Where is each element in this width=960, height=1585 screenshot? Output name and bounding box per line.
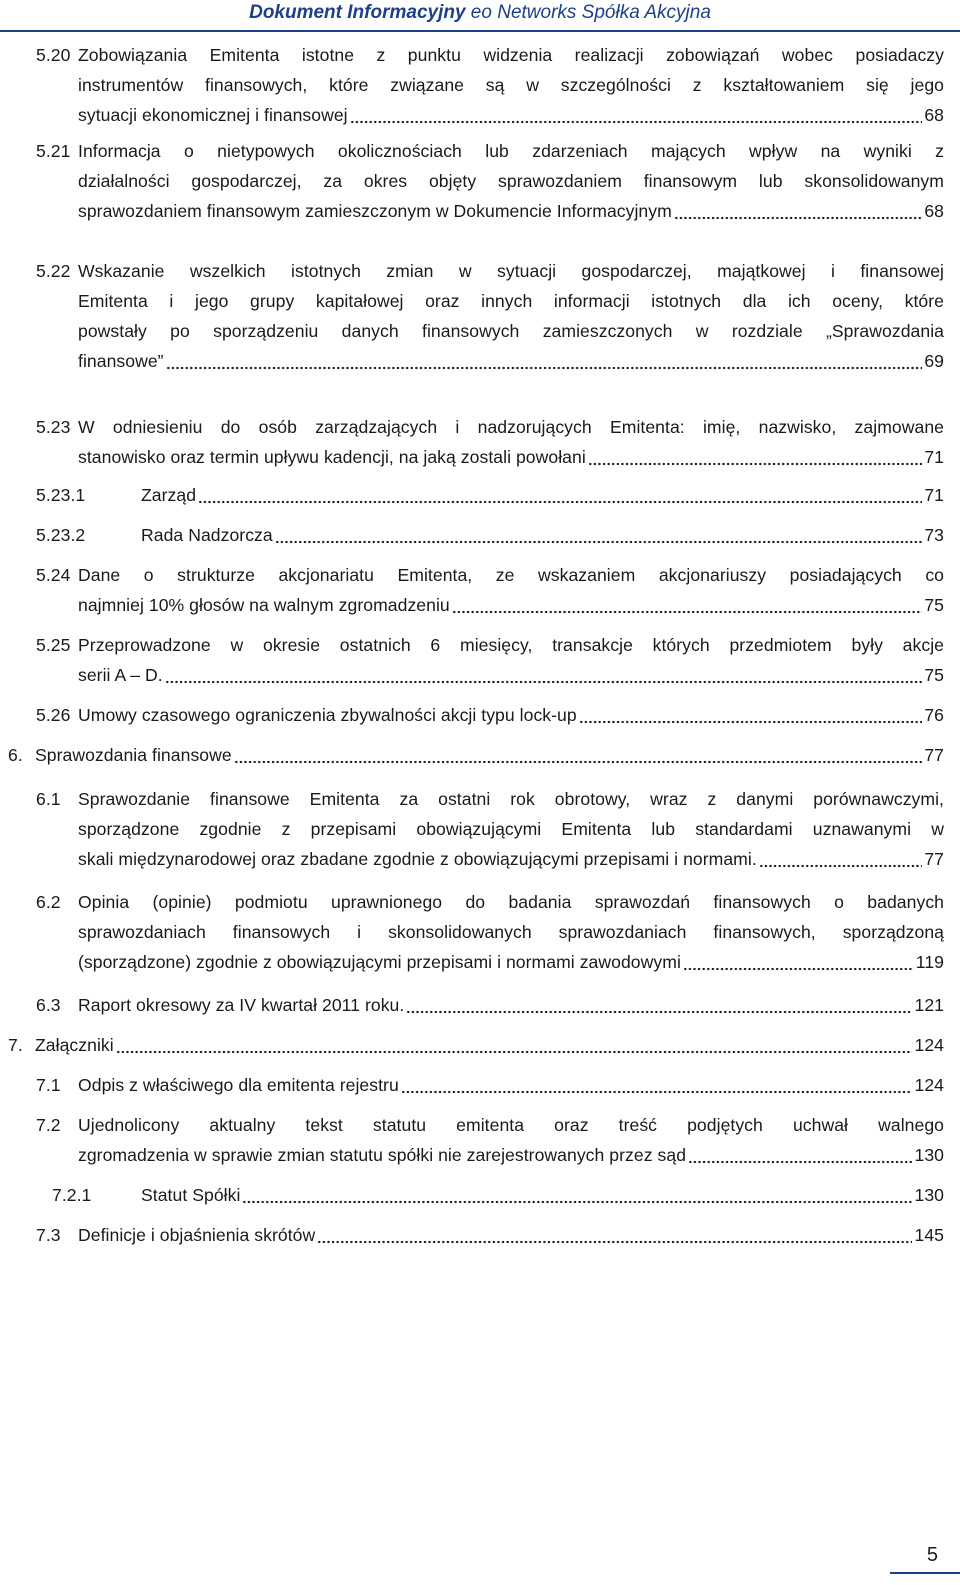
toc-entry-page-number: 145 — [914, 1225, 944, 1245]
toc-entry-number: 6.1 — [36, 789, 61, 809]
toc-entry-page-number: 76 — [924, 705, 944, 725]
toc-entry-title: sprawozdaniem finansowym zamieszczonym w Dokumencie Informacyjnym — [78, 201, 672, 221]
toc-entry-text-line: Opinia (opinie) podmiotu uprawnionego do badania sprawozdań finansowych o badanych — [78, 892, 944, 912]
dot-leader — [166, 346, 923, 376]
toc-entry-text-line: Dane o strukturze akcjonariatu Emitenta, ze wskazaniem akcjonariuszy posiadających co — [78, 565, 944, 585]
toc-entry-number: 6. — [8, 745, 23, 765]
toc-entry-page-number: 71 — [924, 485, 944, 505]
dot-leader — [275, 520, 923, 550]
toc-entry-page-number: 68 — [924, 105, 944, 125]
toc-entry-text-line: Zobowiązania Emitenta istotne z punktu widzenia realizacji zobowiązań wobec posiadaczy — [78, 45, 944, 65]
toc-entry-title: Sprawozdania finansowe — [35, 745, 232, 765]
dot-leader — [165, 660, 923, 690]
toc-entry-number: 7.2.1 — [52, 1185, 92, 1205]
toc-entry-number: 6.2 — [36, 892, 61, 912]
toc-entry-page-number: 119 — [915, 952, 944, 972]
document-title-bold: Dokument Informacyjny — [249, 2, 466, 23]
toc-entry-page-number: 121 — [914, 995, 944, 1015]
toc-entry-text-line: instrumentów finansowych, które związane są w szczególności z kształtowaniem się jego — [78, 75, 944, 95]
toc-entry-page-number: 68 — [924, 201, 944, 221]
toc-entry-number: 7.3 — [36, 1225, 61, 1245]
dot-leader — [683, 947, 914, 977]
page-header — [0, 0, 960, 30]
toc-entry-number: 5.23.1 — [36, 485, 86, 505]
toc-entry-page-number: 77 — [924, 745, 944, 765]
toc-entry-number: 7.1 — [36, 1075, 61, 1095]
toc-entry-text-line: Informacja o nietypowych okolicznościach lub zdarzeniach mających wpływ na wyniki z — [78, 141, 944, 161]
dot-leader — [688, 1140, 912, 1170]
toc-entry-number: 5.21 — [36, 141, 71, 161]
toc-entry-text-line: sprawozdaniach finansowych i skonsolidowanych sprawozdaniach finansowych, sporządzoną — [78, 922, 944, 942]
toc-entry-number: 5.25 — [36, 635, 71, 655]
dot-leader — [452, 590, 923, 620]
toc-entry-number: 5.24 — [36, 565, 71, 585]
dot-leader — [116, 1030, 913, 1060]
toc-entry-number: 5.23 — [36, 417, 71, 437]
toc-entry-number: 5.23.2 — [36, 525, 86, 545]
toc-entry-title: stanowisko oraz termin upływu kadencji, na jaką zostali powołani — [78, 447, 586, 467]
toc-entry-page-number: 71 — [924, 447, 944, 467]
toc-entry-page-number: 77 — [924, 849, 944, 869]
toc-entry-page-number: 130 — [914, 1185, 944, 1205]
header-divider — [0, 30, 960, 32]
toc-entry-text-line: Emitenta i jego grupy kapitałowej oraz innych informacji istotnych dla ich oceny, które — [78, 291, 944, 311]
toc-entry-title: Umowy czasowego ograniczenia zbywalności akcji typu lock-up — [78, 705, 577, 725]
toc-entry-title: finansowe” — [78, 351, 164, 371]
toc-entry-text-line: działalności gospodarczej, za okres objęty sprawozdaniem finansowym lub skonsolidowanym — [78, 171, 944, 191]
dot-leader — [759, 844, 923, 874]
toc-entry-number: 5.26 — [36, 705, 71, 725]
toc-entry-title: najmniej 10% głosów na walnym zgromadzeniu — [78, 595, 450, 615]
document-title-rest: eo Networks Spółka Akcyjna — [465, 2, 711, 23]
dot-leader — [234, 740, 923, 770]
dot-leader — [588, 442, 923, 472]
toc-entry-page-number: 124 — [914, 1075, 944, 1095]
toc-entry-title: Zarząd — [141, 485, 197, 505]
toc-entry-number: 6.3 — [36, 995, 61, 1015]
toc-entry-title: sytuacji ekonomicznej i finansowej — [78, 105, 348, 125]
toc-entry-title: Definicje i objaśnienia skrótów — [78, 1225, 316, 1245]
toc-entry-text-line: Przeprowadzone w okresie ostatnich 6 miesięcy, transakcje których przedmiotem były akcje — [78, 635, 944, 655]
toc-entry-title: Raport okresowy za IV kwartał 2011 roku. — [78, 995, 405, 1015]
toc-entry-page-number: 75 — [924, 595, 944, 615]
toc-entry-title: skali międzynarodowej oraz zbadane zgodnie z obowiązującymi przepisami i normami. — [78, 849, 757, 869]
page-number: 5 — [926, 1544, 938, 1566]
toc-entry-number: 7.2 — [36, 1115, 61, 1135]
dot-leader — [198, 480, 922, 510]
toc-entry-title: serii A – D. — [78, 665, 163, 685]
dot-leader — [242, 1180, 912, 1210]
toc-entry-page-number: 73 — [924, 525, 944, 545]
dot-leader — [674, 196, 923, 226]
toc-entry-text-line: W odniesieniu do osób zarządzających i nadzorujących Emitenta: imię, nazwisko, zajmowane — [78, 417, 944, 437]
toc-entry-title: zgromadzenia w sprawie zmian statutu spółki nie zarejestrowanych przez sąd — [78, 1145, 687, 1165]
toc-entry-text-line: Ujednolicony aktualny tekst statutu emitenta oraz treść podjętych uchwał walnego — [78, 1115, 944, 1135]
toc-entry-text-line: powstały po sporządzeniu danych finansowych zamieszczonych w rozdziale „Sprawozdania — [78, 321, 944, 341]
toc-entry-page-number: 69 — [924, 351, 944, 371]
dot-leader — [579, 700, 923, 730]
dot-leader — [317, 1220, 912, 1250]
toc-entry-title: Rada Nadzorcza — [141, 525, 273, 545]
toc-entry-number: 7. — [8, 1035, 23, 1055]
toc-entry-text-line: Sprawozdanie finansowe Emitenta za ostatni rok obrotowy, wraz z danymi porównawczymi, — [78, 789, 944, 809]
toc-entry-number: 5.20 — [36, 45, 71, 65]
toc-entry-page-number: 75 — [924, 665, 944, 685]
footer-divider — [890, 1572, 960, 1574]
toc-entry-number: 5.22 — [36, 261, 71, 281]
toc-entry-title: Statut Spółki — [141, 1185, 241, 1205]
toc-entry-page-number: 130 — [914, 1145, 944, 1165]
toc-entry-title: Odpis z właściwego dla emitenta rejestru — [78, 1075, 399, 1095]
dot-leader — [406, 990, 912, 1020]
toc-entry-page-number: 124 — [914, 1035, 944, 1055]
toc-entry-title: Załączniki — [35, 1035, 114, 1055]
document-title — [249, 0, 711, 26]
toc-entry-text-line: sporządzone zgodnie z przepisami obowiązującymi Emitenta lub standardami uznawanymi w — [78, 819, 944, 839]
toc-entry-title: (sporządzone) zgodnie z obowiązującymi przepisami i normami zawodowymi — [78, 952, 681, 972]
dot-leader — [350, 100, 923, 130]
dot-leader — [401, 1070, 913, 1100]
toc-entry-text-line: Wskazanie wszelkich istotnych zmian w sytuacji gospodarczej, majątkowej i finansowej — [78, 261, 944, 281]
